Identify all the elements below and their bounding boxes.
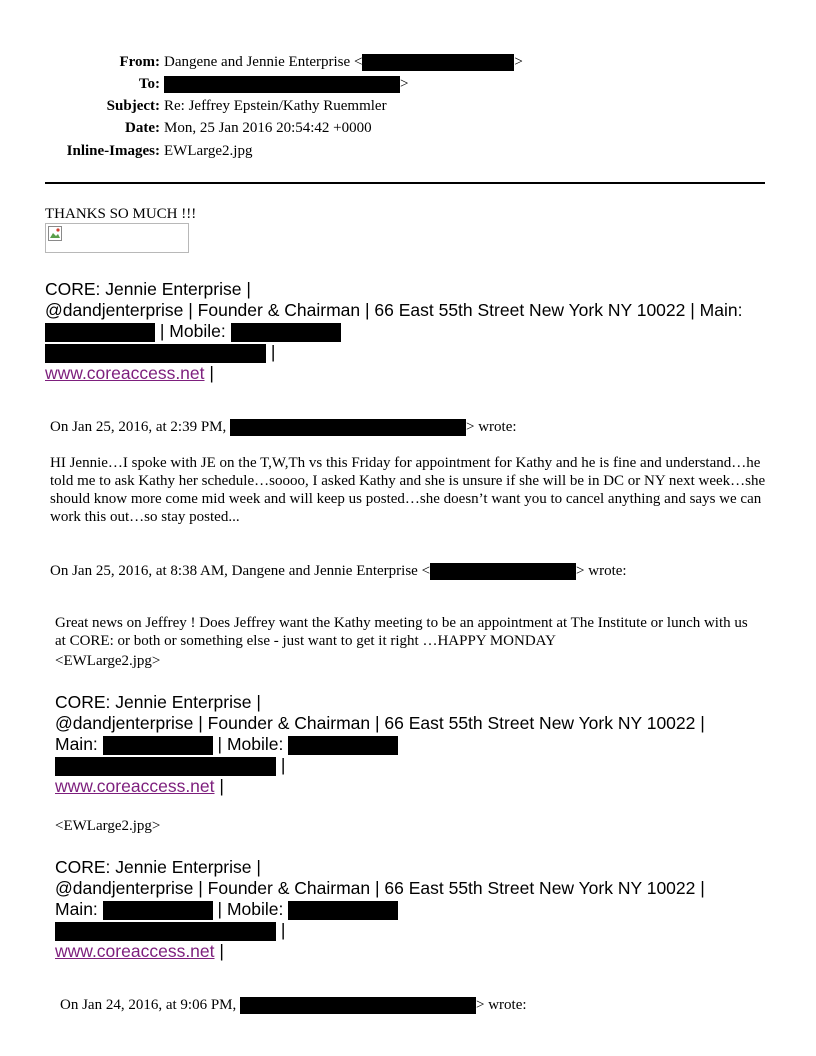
signature-phones [55, 899, 775, 920]
redacted-email [45, 344, 266, 363]
date-label: Date: [125, 120, 160, 136]
separator: | [219, 776, 224, 796]
signature-email-line [55, 755, 775, 776]
to-value: > [164, 75, 408, 93]
website-link[interactable]: www.coreaccess.net [55, 776, 215, 796]
date-row [0, 119, 816, 139]
redacted-mobile-phone [288, 736, 398, 755]
quote-intro-text: On Jan 25, 2016, at 2:39 PM, [50, 419, 227, 435]
main-label: Main: [55, 734, 98, 754]
redacted-email [362, 54, 514, 71]
signature-email-line [55, 920, 775, 941]
redacted-sender [230, 419, 466, 436]
redacted-main-phone [103, 736, 213, 755]
quote-wrote: > wrote: [466, 419, 517, 435]
inline-image-ref: <EWLarge2.jpg> [55, 818, 161, 834]
from-row [0, 53, 816, 73]
separator: | [270, 342, 276, 362]
signature-block-2 [55, 692, 775, 797]
redacted-email [55, 757, 276, 776]
redacted-email [55, 922, 276, 941]
inline-images-value: EWLarge2.jpg [164, 143, 253, 159]
separator: | [209, 363, 214, 383]
website-link[interactable]: www.coreaccess.net [55, 941, 215, 961]
quote-intro-3 [60, 996, 527, 1014]
signature-url-line [45, 363, 775, 384]
signature-company: CORE: Jennie Enterprise | [55, 692, 261, 712]
signature-company: CORE: Jennie Enterprise | [45, 279, 251, 299]
redacted-mobile-phone [231, 323, 341, 342]
redacted-recipient [164, 76, 400, 93]
quote-intro-text: On Jan 24, 2016, at 9:06 PM, [60, 997, 237, 1013]
signature-block-1 [45, 279, 775, 384]
signature-phones [55, 734, 775, 755]
header-divider [45, 182, 765, 184]
signature-url-line [55, 941, 775, 962]
signature-url-line [55, 776, 775, 797]
from-label: From: [119, 54, 160, 70]
subject-value: Re: Jeffrey Epstein/Kathy Ruemmler [164, 98, 387, 114]
quote-message-1: HI Jennie…I spoke with JE on the T,W,Th vs this Friday for appointment for Kathy and he is fine and understand…he told me to ask Kathy her schedule…soooo, I asked Kathy and she is unsure if she will be in DC or NY next week…she should know more come mid week and will keep us posted…she doesn’t want you to cancel anything and says we can work this out…so stay posted... [50, 455, 766, 525]
inline-images-row [0, 142, 816, 162]
inline-images-label: Inline-Images: [66, 143, 160, 159]
redacted-main-phone [45, 323, 155, 342]
quote-intro-1 [50, 418, 517, 436]
thanks-text: THANKS SO MUCH !!! [45, 206, 197, 222]
broken-image-icon [48, 226, 62, 241]
date-value: Mon, 25 Jan 2016 20:54:42 +0000 [164, 120, 372, 136]
website-link[interactable]: www.coreaccess.net [45, 363, 205, 383]
to-label: To: [138, 76, 160, 92]
signature-details [45, 300, 775, 321]
redacted-sender [240, 997, 476, 1014]
broken-image-placeholder [45, 223, 189, 253]
separator: | [280, 920, 286, 940]
signature-email-line [45, 342, 775, 363]
signature-company: CORE: Jennie Enterprise | [55, 857, 261, 877]
signature-address: @dandjenterprise | Founder & Chairman | 66 East 55th Street New York NY 10022 | Main: [45, 300, 743, 320]
main-label: Main: [55, 899, 98, 919]
inline-image-ref: <EWLarge2.jpg> [55, 653, 161, 669]
from-value: Dangene and Jennie Enterprise < > [164, 54, 523, 70]
separator: | [280, 755, 286, 775]
to-row [0, 75, 816, 95]
signature-address: @dandjenterprise | Founder & Chairman | 66 East 55th Street New York NY 10022 | [55, 713, 705, 733]
quote-message-2: Great news on Jeffrey ! Does Jeffrey want the Kathy meeting to be an appointment at The Institute or lunch with us at CORE: or both or something else - just want to get it right …HAPPY MONDAY [55, 615, 748, 649]
redacted-email [430, 563, 576, 580]
mobile-label: | Mobile: [217, 899, 284, 919]
signature-block-3 [55, 857, 775, 962]
signature-phones [45, 321, 775, 342]
quote-intro-2 [50, 562, 627, 580]
subject-row [0, 97, 816, 117]
separator: | [219, 941, 224, 961]
mobile-label: | Mobile: [159, 321, 226, 341]
from-name: Dangene and Jennie Enterprise [164, 54, 351, 70]
quote-wrote: > wrote: [476, 997, 527, 1013]
mobile-label: | Mobile: [217, 734, 284, 754]
subject-label: Subject: [106, 98, 160, 114]
quote-intro-text: On Jan 25, 2016, at 8:38 AM, Dangene and Jennie Enterprise < [50, 563, 431, 579]
redacted-main-phone [103, 901, 213, 920]
quote-wrote: > wrote: [576, 563, 627, 579]
redacted-mobile-phone [288, 901, 398, 920]
signature-address: @dandjenterprise | Founder & Chairman | 66 East 55th Street New York NY 10022 | [55, 878, 705, 898]
